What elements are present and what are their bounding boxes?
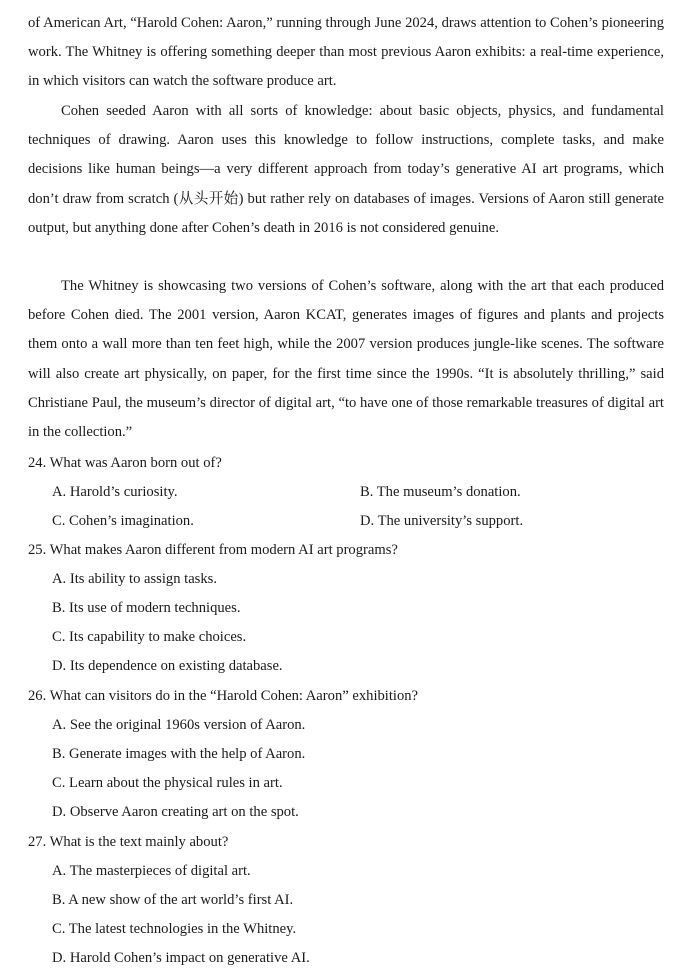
option-d: D. Observe Aaron creating art on the spot. bbox=[52, 804, 299, 820]
option-a: A. See the original 1960s version of Aaron. bbox=[52, 717, 306, 733]
option-d: D. The university’s support. bbox=[360, 513, 524, 529]
option-a: A. The masterpieces of digital art. bbox=[52, 863, 251, 879]
passage-paragraph: of American Art, “Harold Cohen: Aaron,” running through June 2024, draws attention to Cohen’s pioneering work. The Whitney is offering something deeper than most previous Aaron exhibits: a real-time experience, in which visitors can watch the software produce art. bbox=[28, 15, 664, 90]
question-stem: 25. What makes Aaron different from modern AI art programs? bbox=[28, 542, 398, 558]
option-a: A. Its ability to assign tasks. bbox=[52, 571, 217, 587]
option-b: B. Generate images with the help of Aaron. bbox=[52, 746, 306, 762]
option-d: D. Its dependence on existing database. bbox=[52, 658, 283, 674]
option-b: B. The museum’s donation. bbox=[360, 484, 521, 500]
option-c: C. Its capability to make choices. bbox=[52, 629, 247, 645]
option-a: A. Harold’s curiosity. bbox=[52, 484, 178, 500]
question-stem: 26. What can visitors do in the “Harold Cohen: Aaron” exhibition? bbox=[28, 688, 419, 704]
option-c: C. Cohen’s imagination. bbox=[52, 513, 194, 529]
question-stem: 24. What was Aaron born out of? bbox=[28, 455, 222, 471]
option-c: C. The latest technologies in the Whitney. bbox=[52, 921, 297, 937]
option-d: D. Harold Cohen’s impact on generative AI. bbox=[52, 950, 310, 966]
option-b: B. A new show of the art world’s first AI. bbox=[52, 892, 294, 908]
option-c: C. Learn about the physical rules in art. bbox=[52, 775, 283, 791]
question-stem: 27. What is the text mainly about? bbox=[28, 834, 229, 850]
option-b: B. Its use of modern techniques. bbox=[52, 600, 241, 616]
passage-paragraph: Cohen seeded Aaron with all sorts of knowledge: about basic objects, physics, and fundamental techniques of drawing. Aaron uses this knowledge to follow instructions, complete tasks, and make decisions like human beings—a very different approach from today’s generative AI art programs, which don’t draw from scratch (从头开始) but rather rely on databases of images. Versions of Aaron still generate output, but anything done after Cohen’s death in 2016 is not considered genuine. bbox=[28, 103, 664, 236]
passage-paragraph: The Whitney is showcasing two versions of Cohen’s software, along with the art that each produced before Cohen died. The 2001 version, Aaron KCAT, generates images of figures and plants and projects them onto a wall more than ten feet high, while the 2007 version produces jungle-like scenes. The software will also create art physically, on paper, for the first time since the 1990s. “It is absolutely thrilling,” said Christiane Paul, the museum’s director of digital art, “to have one of those remarkable treasures of digital art in the collection.” bbox=[28, 278, 664, 441]
